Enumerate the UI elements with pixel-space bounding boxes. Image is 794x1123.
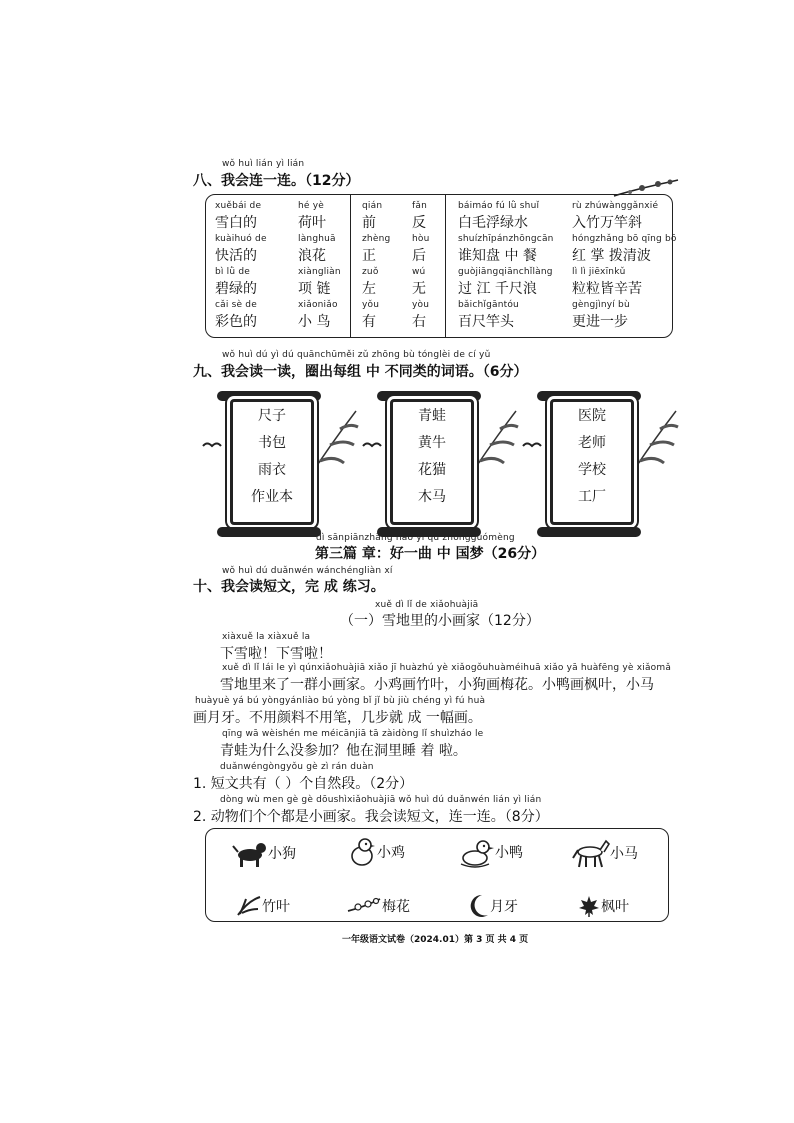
scroll-word[interactable]: 尺子 <box>258 408 286 424</box>
scroll-rod <box>537 527 641 537</box>
bird-icon <box>362 440 382 452</box>
animal-label: 小鸭 <box>495 845 523 861</box>
match-item[interactable]: 无 <box>412 281 426 297</box>
question2-pinyin: dòng wù men gè gè dōushìxiǎohuàjiā wǒ huì dú duǎnwén lián yì lián <box>220 795 542 805</box>
match-item-pinyin: rù zhúwànggǎnxié <box>572 201 659 211</box>
section8-title: 八、我会连一连。（12分） <box>193 173 360 189</box>
match-item[interactable]: 粒粒皆辛苦 <box>572 281 642 297</box>
match-item-pinyin: gèngjìnyí bù <box>572 300 630 310</box>
match-item[interactable]: 碧绿的 <box>215 281 257 297</box>
section9-pinyin: wǒ huì dú yì dú quānchūměi zǔ zhōng bù tónglèi de cí yǔ <box>222 350 491 360</box>
match-item[interactable]: 彩色的 <box>215 314 257 330</box>
match-item[interactable]: 入竹万竿斜 <box>572 215 642 231</box>
scroll-word[interactable]: 工厂 <box>578 489 606 505</box>
story-line: 青蛙为什么没参加？他在洞里睡 着 啦。 <box>220 743 467 759</box>
animal-duck[interactable] <box>459 836 523 868</box>
animal-label: 小马 <box>610 846 638 862</box>
match-item-pinyin: guòjiāngqiānchǐlàng <box>458 267 553 277</box>
scroll-word[interactable]: 青蛙 <box>418 408 446 424</box>
bird-icon <box>522 440 542 452</box>
scroll-word[interactable]: 花猫 <box>418 462 446 478</box>
animal-dog[interactable] <box>232 838 296 868</box>
divider <box>445 194 446 338</box>
drawing-label: 枫叶 <box>601 899 629 915</box>
bird-icon <box>202 440 222 452</box>
question1: 1. 短文共有（ ）个自然段。（2分） <box>193 776 414 792</box>
plum-blossom-icon <box>346 895 382 917</box>
match-item-pinyin: cǎi sè de <box>215 300 257 310</box>
match-item-pinyin: lì lì jiēxīnkǔ <box>572 267 626 277</box>
story-title: （一）雪地里的小画家（12分） <box>340 613 540 629</box>
match-item[interactable]: 百尺竿头 <box>458 314 514 330</box>
match-item-pinyin: shuízhīpánzhōngcān <box>458 234 554 244</box>
match-item[interactable]: 后 <box>412 248 426 264</box>
drawing-crescent-moon[interactable] <box>468 893 518 919</box>
scroll-word[interactable]: 黄牛 <box>418 435 446 451</box>
page-footer: 一年级语文试卷（2024.01）第 3 页 共 4 页 <box>342 935 529 945</box>
story-line-pinyin: huàyuè yá bú yòngyánliào bú yòng bǐ jǐ bù jiù chéng yì fú huà <box>195 696 486 706</box>
match-item[interactable]: 项 链 <box>298 281 331 297</box>
match-item-pinyin: xiǎoniǎo <box>298 300 338 310</box>
duck-icon <box>459 836 495 868</box>
story-line: 雪地里来了一群小画家。小鸡画竹叶，小狗画梅花。小鸭画枫叶，小马 <box>220 677 654 693</box>
section8-pinyin: wǒ huì lián yì lián <box>222 159 305 169</box>
match-item-pinyin: xuěbái de <box>215 201 262 211</box>
drawing-plum-blossom[interactable] <box>346 895 410 917</box>
story-line: 画月牙。不用颜料不用笔，几步就 成 一幅画。 <box>193 710 482 726</box>
chapter3-pinyin: dì sānpiānzhāng hǎo yì qǔ zhōngguómèng <box>316 533 515 543</box>
match-item[interactable]: 浪花 <box>298 248 326 264</box>
story-line-pinyin: xiàxuě la xiàxuě la <box>222 632 311 642</box>
match-item-pinyin: hé yè <box>298 201 324 211</box>
drawing-label: 梅花 <box>382 899 410 915</box>
match-item[interactable]: 右 <box>412 314 426 330</box>
story-line-pinyin: xuě dì lǐ lái le yì qúnxiǎohuàjiā xiǎo jī huàzhú yè xiǎogǒuhuàméihuā xiǎo yā huàfēng yè xiǎomǎ <box>222 663 672 673</box>
match-item-pinyin: lànghuā <box>298 234 336 244</box>
match-item[interactable]: 白毛浮绿水 <box>458 215 528 231</box>
match-item[interactable]: 前 <box>362 215 376 231</box>
drawing-label: 月牙 <box>490 899 518 915</box>
animal-label: 小狗 <box>268 846 296 862</box>
chapter3-title: 第三篇 章：好一曲 中 国梦（26分） <box>315 546 546 562</box>
animal-label: 小鸡 <box>377 845 405 861</box>
match-item[interactable]: 荷叶 <box>298 215 326 231</box>
scroll-word[interactable]: 作业本 <box>251 489 293 505</box>
match-item-pinyin: zuǒ <box>362 267 379 277</box>
match-item[interactable]: 红 掌 拨清波 <box>572 248 651 264</box>
match-item-pinyin: yòu <box>412 300 430 310</box>
scroll-word[interactable]: 老师 <box>578 435 606 451</box>
match-item-pinyin: bì lǜ de <box>215 267 250 277</box>
chick-icon <box>347 836 377 868</box>
story-line: 下雪啦！下雪啦！ <box>220 646 332 662</box>
maple-leaf-icon <box>577 894 601 918</box>
match-item-pinyin: kuàihuó de <box>215 234 267 244</box>
match-item[interactable]: 小 鸟 <box>298 314 331 330</box>
match-item-pinyin: hòu <box>412 234 430 244</box>
drawing-bamboo-leaf[interactable] <box>236 895 290 917</box>
drawing-label: 竹叶 <box>262 899 290 915</box>
match-item-pinyin: wú <box>412 267 426 277</box>
match-item-pinyin: qián <box>362 201 383 211</box>
match-item-pinyin: yǒu <box>362 300 380 310</box>
scroll-word[interactable]: 医院 <box>578 408 606 424</box>
horse-icon <box>572 838 610 868</box>
match-item[interactable]: 过 江 千尺浪 <box>458 281 537 297</box>
match-item[interactable]: 左 <box>362 281 376 297</box>
dog-icon <box>232 838 268 868</box>
scroll-rod <box>217 527 321 537</box>
match-item-pinyin: hóngzhǎng bō qīng bō <box>572 234 677 244</box>
match-item-pinyin: fǎn <box>412 201 427 211</box>
scroll-word[interactable]: 雨衣 <box>258 462 286 478</box>
match-item-pinyin: zhèng <box>362 234 391 244</box>
story-title-pinyin: xuě dì lǐ de xiǎohuàjiā <box>375 600 479 610</box>
story-line-pinyin: qīng wā wèishén me méicānjiā tā zàidòng lǐ shuìzháo le <box>222 729 484 739</box>
crescent-moon-icon <box>468 893 490 919</box>
question1-pinyin: duǎnwéngòngyǒu gè zì rán duàn <box>220 762 374 772</box>
scroll-word[interactable]: 书包 <box>258 435 286 451</box>
section10-pinyin: wǒ huì dú duǎnwén wánchéngliàn xí <box>222 566 393 576</box>
match-item-pinyin: báimáo fú lǜ shuǐ <box>458 201 540 211</box>
match-item[interactable]: 雪白的 <box>215 215 257 231</box>
match-item[interactable]: 反 <box>412 215 426 231</box>
scroll-word[interactable]: 学校 <box>578 462 606 478</box>
divider <box>350 194 351 338</box>
match-item-pinyin: bǎichǐgāntóu <box>458 300 519 310</box>
animal-horse[interactable] <box>572 838 638 868</box>
scroll-word[interactable]: 木马 <box>418 489 446 505</box>
match-item[interactable]: 快活的 <box>215 248 257 264</box>
animal-chick[interactable] <box>347 836 405 868</box>
match-item[interactable]: 谁知盘 中 餐 <box>458 248 537 264</box>
drawing-maple-leaf[interactable] <box>577 894 629 918</box>
section9-title: 九、我会读一读，圈出每组 中 不同类的词语。（6分） <box>193 364 528 380</box>
section10-title: 十、我会读短文，完 成 练习。 <box>193 579 385 595</box>
bamboo-leaf-icon <box>236 895 262 917</box>
match-item-pinyin: xiàngliàn <box>298 267 341 277</box>
match-item[interactable]: 更进一步 <box>572 314 628 330</box>
question2: 2. 动物们个个都是小画家。我会读短文，连一连。（8分） <box>193 809 549 825</box>
match-item[interactable]: 有 <box>362 314 376 330</box>
match-item[interactable]: 正 <box>362 248 376 264</box>
